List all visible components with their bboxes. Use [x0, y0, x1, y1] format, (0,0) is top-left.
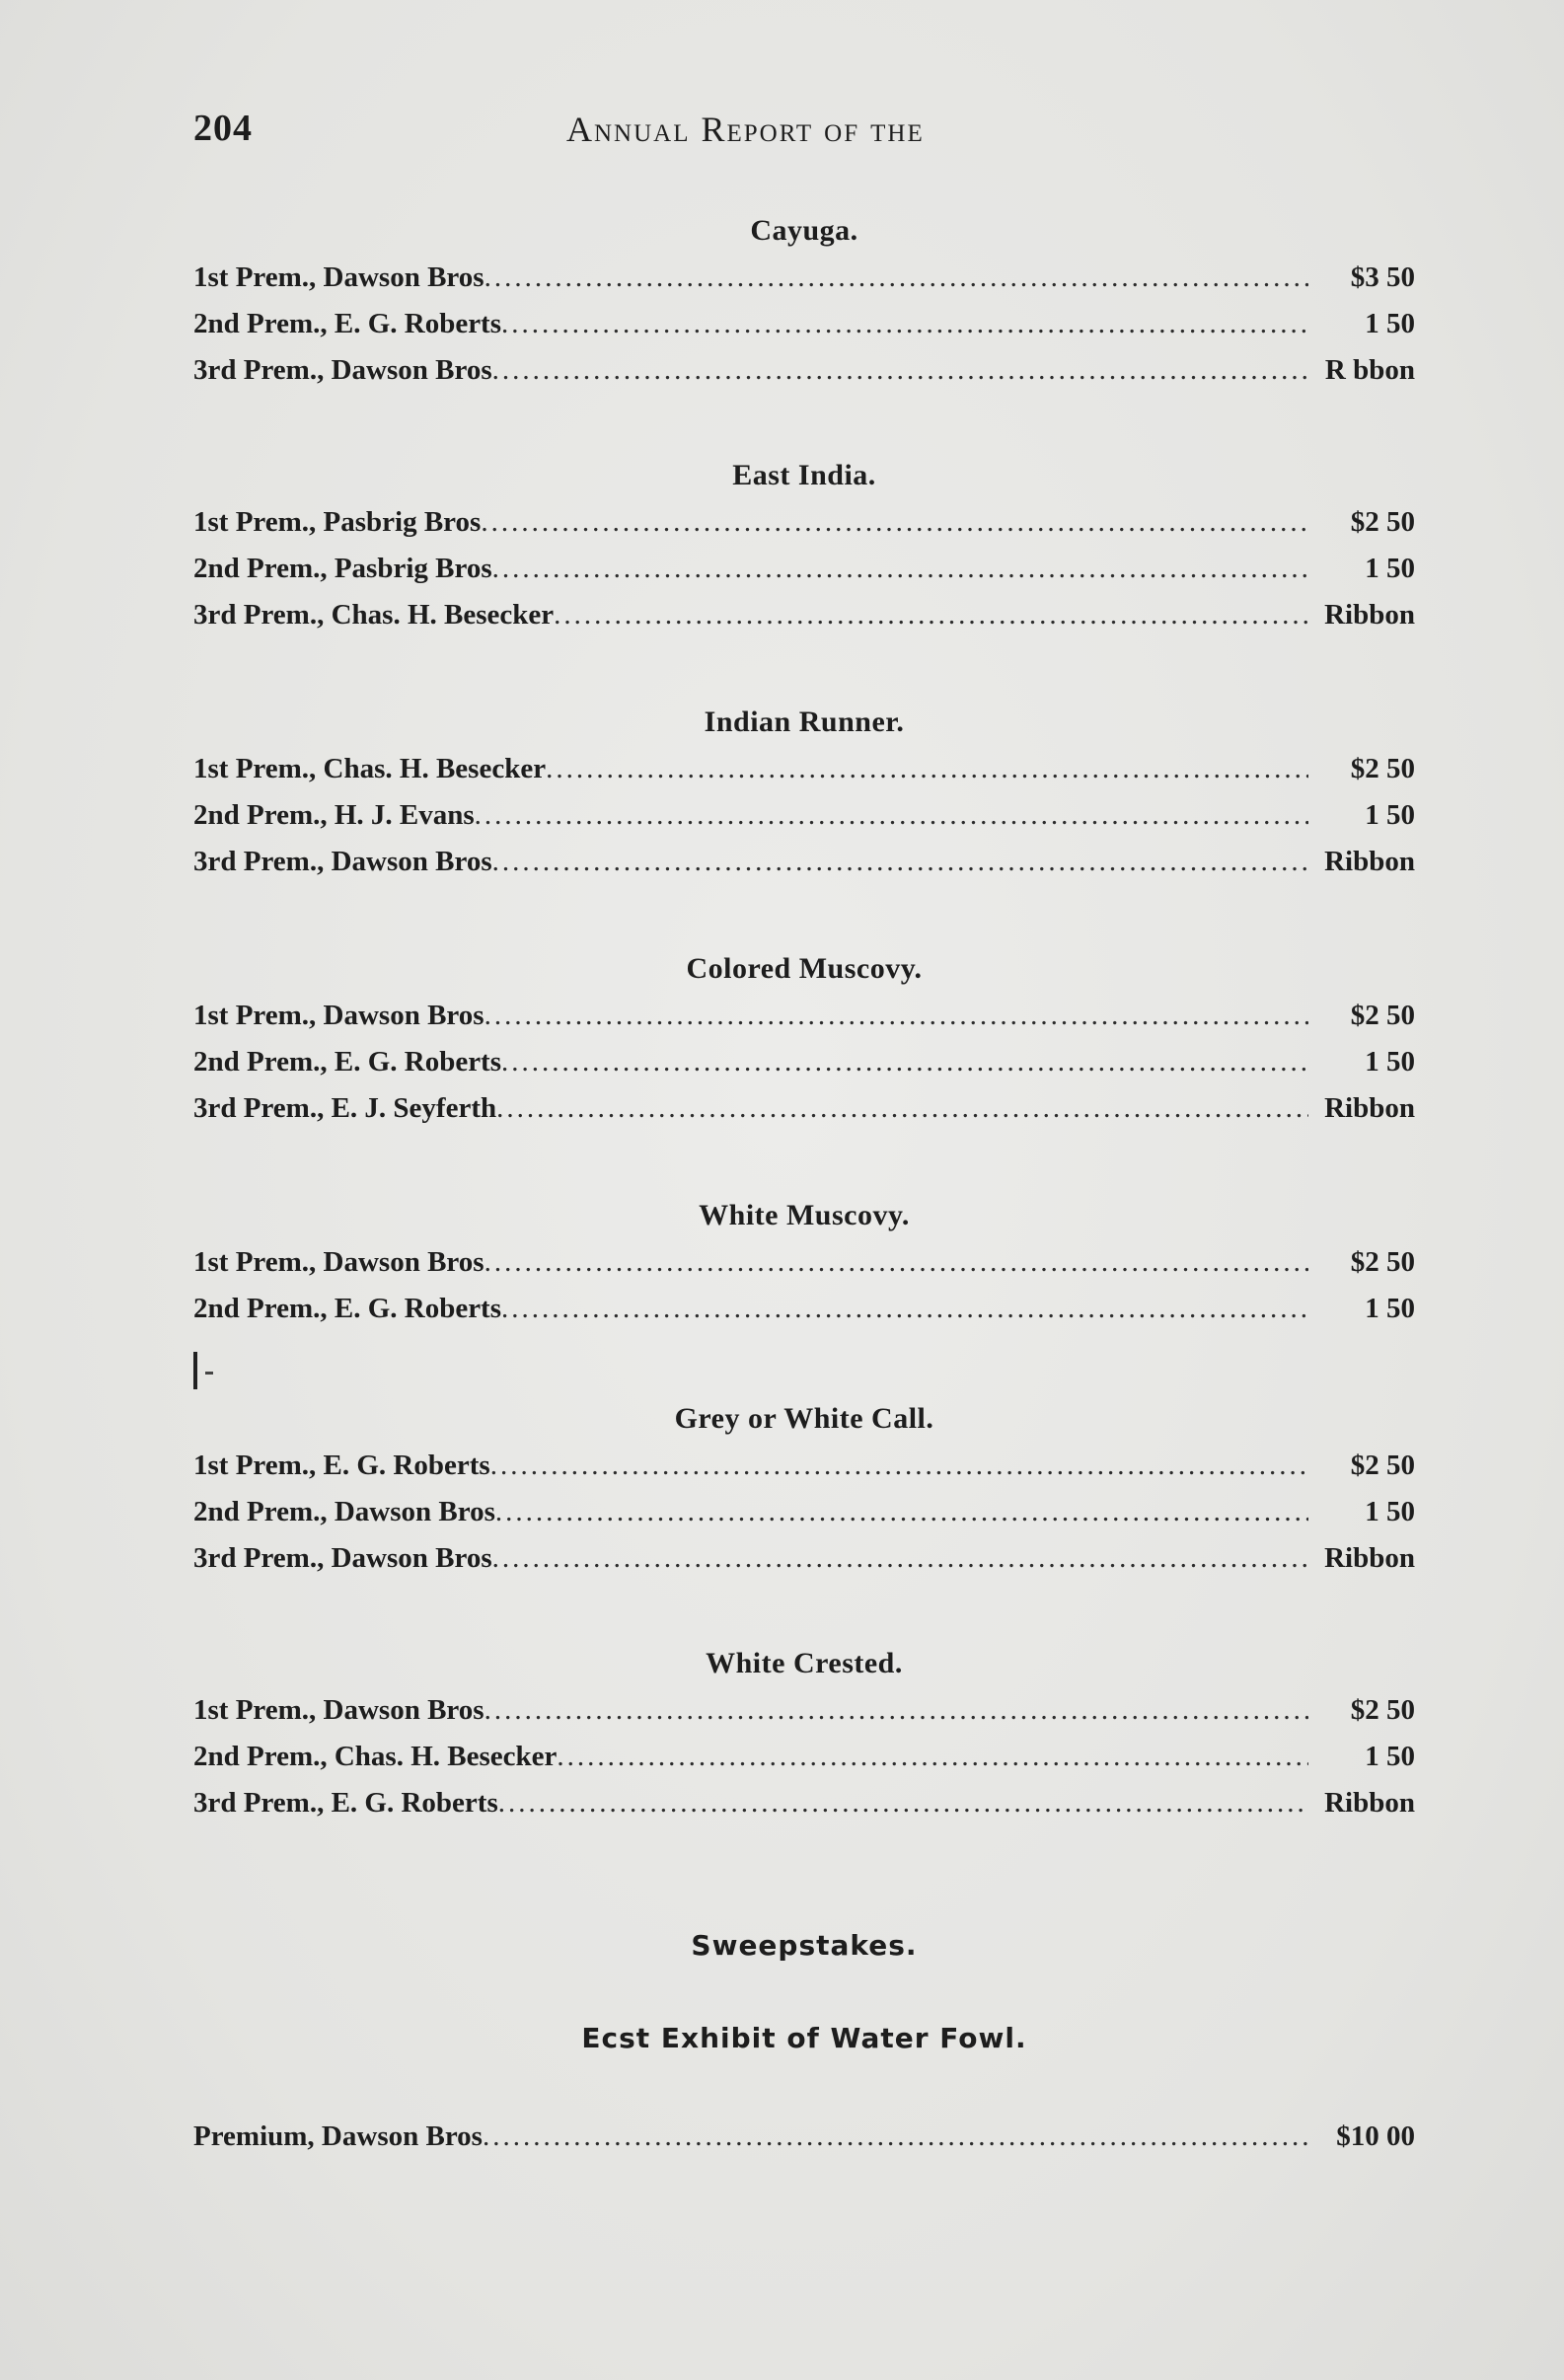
award-amount: $2 50 — [1350, 1000, 1415, 1031]
award-amount: $3 50 — [1350, 261, 1415, 293]
award-recipient: 3rd Prem., Dawson Bros — [193, 846, 492, 877]
section-title: White Crested. — [706, 1647, 903, 1679]
dot-leader — [501, 1039, 1308, 1085]
award-amount: 1 50 — [1365, 1496, 1415, 1527]
dot-leader — [483, 2114, 1308, 2160]
award-amount: 1 50 — [1365, 799, 1415, 831]
award-recipient: 2nd Prem., Dawson Bros — [193, 1496, 495, 1527]
award-amount: R bbon — [1324, 354, 1415, 386]
award-entry — [193, 2114, 1415, 2160]
dot-leader — [496, 1085, 1308, 1132]
section-title: East India. — [732, 459, 876, 491]
section-east-india — [193, 452, 1415, 638]
dot-leader — [492, 839, 1308, 885]
award-recipient: Premium, Dawson Bros — [193, 2120, 483, 2152]
section-title: Grey or White Call. — [674, 1402, 934, 1435]
award-entry — [193, 792, 1415, 839]
award-entry — [193, 1780, 1415, 1826]
award-recipient: 3rd Prem., Chas. H. Besecker — [193, 599, 555, 631]
section-grey-or-white-call — [193, 1395, 1415, 1582]
award-entry — [193, 1085, 1415, 1132]
award-amount: 1 50 — [1365, 1293, 1415, 1324]
award-entry — [193, 1286, 1415, 1332]
dot-leader — [492, 1535, 1308, 1582]
award-entry — [193, 546, 1415, 592]
award-entry — [193, 1039, 1415, 1085]
award-amount: 1 50 — [1365, 553, 1415, 584]
award-recipient: 3rd Prem., Dawson Bros — [193, 1542, 492, 1574]
dot-leader — [492, 347, 1308, 394]
award-entry — [193, 499, 1415, 546]
award-entry — [193, 255, 1415, 301]
award-recipient: 2nd Prem., E. G. Roberts — [193, 1293, 502, 1324]
dot-leader — [501, 301, 1308, 347]
award-entry — [193, 993, 1415, 1039]
dot-leader — [557, 1734, 1308, 1780]
award-entry — [193, 1535, 1415, 1582]
award-amount: $10 00 — [1336, 2120, 1415, 2152]
award-entry — [193, 1687, 1415, 1734]
section-indian-runner — [193, 699, 1415, 885]
award-entry — [193, 347, 1415, 394]
award-recipient: 2nd Prem., Chas. H. Besecker — [193, 1741, 558, 1772]
dot-leader — [484, 1687, 1308, 1734]
award-amount: 1 50 — [1365, 308, 1415, 339]
award-entry — [193, 746, 1415, 792]
award-amount: $2 50 — [1350, 1694, 1415, 1726]
award-entry — [193, 1734, 1415, 1780]
margin-mark — [193, 1352, 203, 1389]
award-amount: Ribbon — [1324, 599, 1415, 631]
section-title: White Muscovy. — [699, 1199, 910, 1231]
award-entry — [193, 1489, 1415, 1535]
dot-leader — [554, 592, 1308, 638]
award-amount: $2 50 — [1350, 1246, 1415, 1278]
award-entry — [193, 1239, 1415, 1286]
award-recipient: 3rd Prem., E. J. Seyferth — [193, 1092, 497, 1124]
running-head: Annual Report of the — [566, 110, 925, 149]
dot-leader — [492, 546, 1308, 592]
award-recipient: 1st Prem., Pasbrig Bros — [193, 506, 482, 538]
award-amount: Ribbon — [1324, 1092, 1415, 1124]
award-amount: 1 50 — [1365, 1046, 1415, 1078]
dot-leader — [484, 1239, 1308, 1286]
section-sweepstakes — [193, 1922, 1415, 1970]
award-recipient: 1st Prem., Dawson Bros — [193, 1000, 484, 1031]
award-recipient: 3rd Prem., Dawson Bros — [193, 354, 492, 386]
award-recipient: 1st Prem., Dawson Bros — [193, 1694, 484, 1726]
award-amount: Ribbon — [1324, 1542, 1415, 1574]
award-amount: Ribbon — [1324, 846, 1415, 877]
award-recipient: 1st Prem., Dawson Bros — [193, 261, 484, 293]
award-amount: $2 50 — [1350, 753, 1415, 784]
award-entry — [193, 1443, 1415, 1489]
section-title: Colored Muscovy. — [686, 952, 923, 985]
dot-leader — [481, 499, 1308, 546]
dot-leader — [501, 1286, 1308, 1332]
sweepstakes-subtitle: Ecst Exhibit of Water Fowl. — [581, 2022, 1027, 2054]
award-recipient: 1st Prem., Chas. H. Besecker — [193, 753, 547, 784]
award-recipient: 3rd Prem., E. G. Roberts — [193, 1787, 498, 1819]
award-recipient: 2nd Prem., E. G. Roberts — [193, 308, 502, 339]
award-entry — [193, 592, 1415, 638]
award-entry — [193, 301, 1415, 347]
award-recipient: 1st Prem., E. G. Roberts — [193, 1450, 490, 1481]
dot-leader — [498, 1780, 1308, 1826]
section-white-muscovy — [193, 1192, 1415, 1332]
section-white-crested — [193, 1640, 1415, 1826]
page-number: 204 — [193, 108, 253, 149]
award-amount: Ribbon — [1324, 1787, 1415, 1819]
award-recipient: 2nd Prem., E. G. Roberts — [193, 1046, 502, 1078]
dot-leader — [490, 1443, 1308, 1489]
dot-leader — [475, 792, 1308, 839]
award-recipient: 1st Prem., Dawson Bros — [193, 1246, 484, 1278]
section-premium — [193, 2114, 1415, 2160]
award-amount: 1 50 — [1365, 1741, 1415, 1772]
section-best-exhibit — [193, 2015, 1415, 2062]
dot-leader — [484, 255, 1308, 301]
section-title: Indian Runner. — [704, 706, 905, 738]
dot-leader — [546, 746, 1308, 792]
dot-leader — [484, 993, 1308, 1039]
page-header — [193, 107, 1417, 156]
section-colored-muscovy — [193, 945, 1415, 1132]
section-cayuga — [193, 207, 1415, 394]
award-recipient: 2nd Prem., Pasbrig Bros — [193, 553, 492, 584]
dot-leader — [495, 1489, 1308, 1535]
sweepstakes-title: Sweepstakes. — [691, 1929, 918, 1962]
award-amount: $2 50 — [1350, 1450, 1415, 1481]
award-recipient: 2nd Prem., H. J. Evans — [193, 799, 475, 831]
section-title: Cayuga. — [750, 214, 858, 247]
award-amount: $2 50 — [1350, 506, 1415, 538]
award-entry — [193, 839, 1415, 885]
